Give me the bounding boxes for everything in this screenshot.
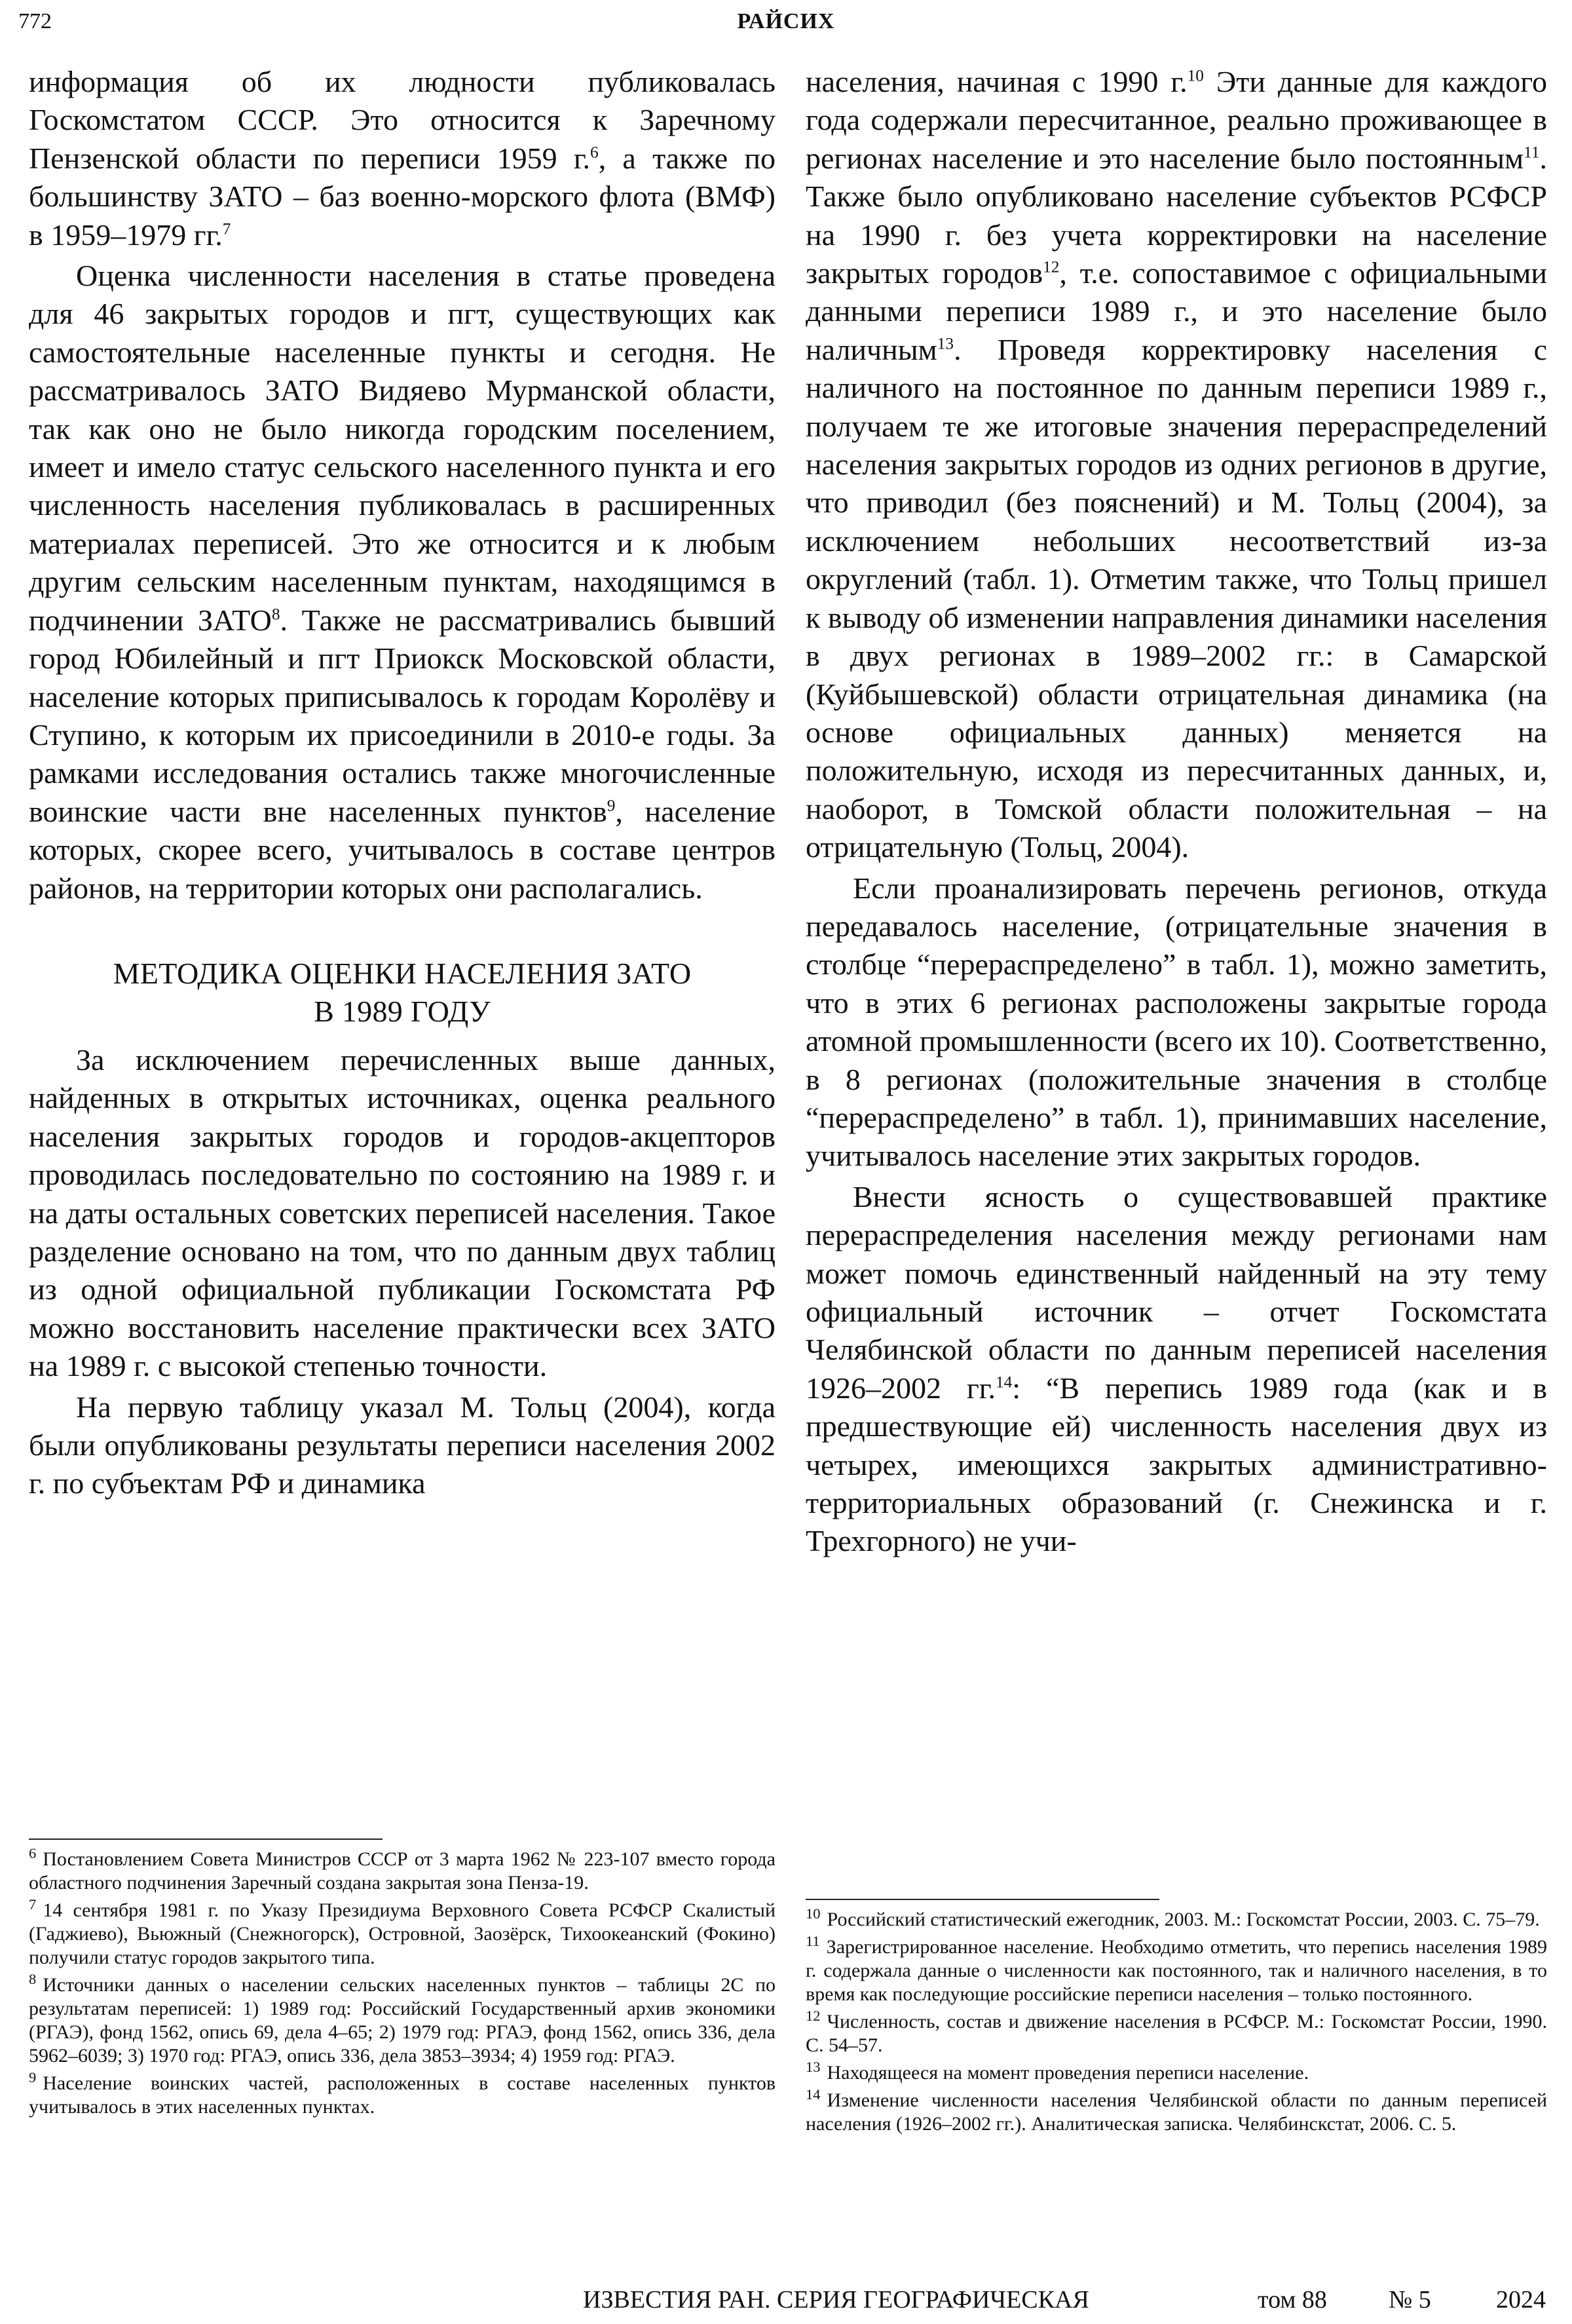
footnote-text: Численность, состав и движение населения в РСФСР. М.: Госкомстат России, 1990. С. 54–57. [806,2011,1547,2056]
footnote-divider [29,1838,383,1840]
paragraph [806,63,1547,867]
footnote-text: Постановлением Совета Министров СССР от 3 марта 1962 № 223-107 вместо города областного подчинения Заречный создана закрытая зона Пенза-19. [29,1848,776,1894]
footnote [29,2069,776,2119]
text-run: . Проведя корректировку населения с наличного на постоянное по данным переписи 1989 г., получаем те же итоговые значения перераспределений населения закрытых городов из одних регионов в другие, что приводил (без пояснений) и М. Тольц (2004), за исключением небольших несоответствий из-за округлений (табл. 1). Отметим также, что Тольц пришел к выводу об изменении направления динамики населения в двух регионах в 1989–2002 гг.: в Самарской (Куйбышевской) области отрицательная динамика (на основе официальных данных) меняется на положительную, исходя из пересчитанных данных, и, наоборот, в Томской области положительная – на отрицательную (Тольц, 2004). [806,332,1547,864]
text-run: населения, начиная с 1990 г. [806,65,1188,98]
text-run: . Также не рассматривались бывший город Юбилейный и пгт Приокск Московской области, население которых приписывалось к городам Королёву и Ступино, к которым их присоединили в 2010-е годы. За рамками исследования остались также многочисленные воинские части вне населенных пунктов [29,603,776,828]
footnote [806,1905,1547,1932]
paragraph: За исключением перечисленных выше данных, найденных в открытых источниках, оценка реального населения закрытых городов и городов-акцепторов проводилась последовательно по состоянию на 1989 г. и на даты остальных советских переписей населения. Такое разделение основано на том, что по данным двух таблиц из одной официальной публикации Госкомстата РФ можно восстановить население практически всех ЗАТО на 1989 г. с высокой степенью точности. [29,1042,776,1383]
journal-issue: № 5 [1389,2286,1431,2314]
footnote-number: 7 [29,1896,37,1913]
footnote [806,2086,1547,2136]
text-run: Внести ясность о существовавшей практике перераспределения населения между регионами нам может помочь единственный найденный на эту тему официальный источник – отчет Госкомстата Челябинской области по данным переписей населения 1926–2002 гг. [806,1179,1547,1405]
footnote-ref[interactable]: 7 [222,219,231,238]
footnote-number: 10 [806,1905,821,1922]
text-run: Оценка численности населения в статье проведена для 46 закрытых городов и пгт, существующих как самостоятельные населенные пункты и сегодня. Не рассматривалось ЗАТО Видяево Мурманской области, так как оно не было никогда городским поселением, имеет и имело статус сельского населенного пункта и его численность населения публиковалась в расширенных материалах переписей. Это же относится и к любым другим сельским населенным пунктам, находящимся в подчинении ЗАТО [29,259,776,637]
left-column [29,63,776,1503]
footnote-text: Население воинских частей, расположенных в составе населенных пунктов учитывалось в этих населенных пунктах. [29,2072,776,2118]
page-number: 772 [18,9,52,33]
footnote-text: Изменение численности населения Челябинской области по данным переписей населения (1926–2002 гг.). Аналитическая записка. Челябинскстат, 2006. С. 5. [806,2089,1547,2135]
footnote-ref[interactable]: 12 [1043,257,1060,276]
footnote [29,1973,776,2068]
paragraph [29,257,776,907]
journal-title: ИЗВЕСТИЯ РАН. СЕРИЯ ГЕОГРАФИЧЕСКАЯ [583,2286,1089,2314]
footnote-ref[interactable]: 10 [1187,66,1204,85]
footnote-divider [806,1899,1159,1900]
footnote-number: 11 [806,1933,820,1949]
right-column [806,63,1547,1561]
paragraph: На первую таблицу указал М. Тольц (2004), когда были опубликованы результаты переписи населения 2002 г. по субъектам РФ и динамика [29,1390,776,1500]
footnote-text: Источники данных о населении сельских населенных пунктов – таблицы 2С по результатам переписей: 1) 1989 год: Российский Государственный архив экономики (РГАЭ), фонд 1562, опись 69, дела 4–65; 2) 1979 год: РГАЭ, фонд 1562, опись 336, дела 5962–6039; 3) 1970 год: РГАЭ, опись 336, дела 3853–3934; 4) 1959 год: РГАЭ. [29,1974,776,2067]
footnote-number: 6 [29,1845,37,1861]
footnote-number: 13 [806,2059,821,2075]
footnote-ref[interactable]: 9 [607,796,616,815]
footnote [806,1935,1547,2006]
footnote-text: 14 сентября 1981 г. по Указу Президиума Верховного Совета РСФСР Скалистый (Гаджиево), Вьюжный (Снежногорск), Островной, Заозёрск, Тихоокеанский (Фокино) получили статус городов закрытого типа. [29,1899,776,1968]
footnotes-left [29,1845,776,2123]
paragraph: Если проанализировать перечень регионов, откуда передавалось население, (отрицательные значения в столбце “перераспределено” в табл. 1), можно заметить, что в этих 6 регионах расположены закрытые города атомной промышленности (всего их 10). Соответственно, в 8 регионах (положительные значения в столбце “перераспределено” в табл. 1), принимавших население, учитывалось население этих закрытых городов. [806,871,1547,1173]
text-run: , а также по большинству ЗАТО – баз военно-морского флота (ВМФ) в 1959–1979 гг. [29,141,776,252]
footnote-number: 12 [806,2008,821,2024]
text-run: Эти данные для каждого года содержали пересчитанное, реально проживающее в регионах население и это население было постоянным [806,65,1547,175]
footnote-text: Зарегистрированное население. Необходимо отметить, что перепись населения 1989 г. содержала данные о численности как постоянного, так и наличного населения, в то время как последующие российские переписи населения – только постоянного. [806,1936,1547,2005]
text-run: , т.е. сопоставимое с официальными данными переписи 1989 г., и это население было наличным [806,256,1547,366]
paragraph [806,1178,1547,1561]
journal-volume: том 88 [1258,2286,1327,2314]
footnote [806,2010,1547,2057]
footnote [29,1896,776,1970]
footnote-text: Российский статистический ежегодник, 2003. М.: Госкомстат России, 2003. С. 75–79. [827,1909,1540,1930]
footnote-text: Находящееся на момент проведения переписи население. [827,2062,1309,2084]
section-title-line: МЕТОДИКА ОЦЕНКИ НАСЕЛЕНИЯ ЗАТО [113,956,692,990]
paragraph [29,63,776,254]
author-running-head: РАЙСИХ [737,9,835,33]
footnote-ref[interactable]: 6 [590,143,599,162]
text-run: , население которых, скорее всего, учитывалось в составе центров районов, на территории которых они располагались. [29,794,776,905]
footnote-ref[interactable]: 11 [1524,143,1540,162]
footnote [29,1845,776,1895]
section-title-line: В 1989 ГОДУ [314,994,491,1028]
journal-year: 2024 [1496,2286,1546,2314]
text-run: . Также было опубликовано население субъектов РСФСР на 1990 г. без учета корректировки на население закрытых городов [806,141,1547,290]
running-foot [583,2285,1546,2318]
footnote-number: 8 [29,1971,37,1987]
text-run: : “В перепись 1989 года (как и в предшествующие ей) численность населения двух из четырех, имеющихся закрытых административно-территориальных образований (г. Снежинска и г. Трехгорного) не учи- [806,1371,1547,1558]
footnote-ref[interactable]: 13 [937,334,954,353]
section-title [29,955,776,1031]
footnote-number: 9 [29,2069,37,2086]
footnote [806,2061,1547,2085]
footnote-ref[interactable]: 14 [995,1373,1013,1392]
footnote-ref[interactable]: 8 [271,605,280,624]
footnote-number: 14 [806,2086,821,2103]
footnotes-right [806,1905,1547,2140]
running-head [18,9,1554,46]
text-run: информация об их людности публиковалась Госкомстатом СССР. Это относится к Заречному Пензенской области по переписи 1959 г. [29,65,776,175]
